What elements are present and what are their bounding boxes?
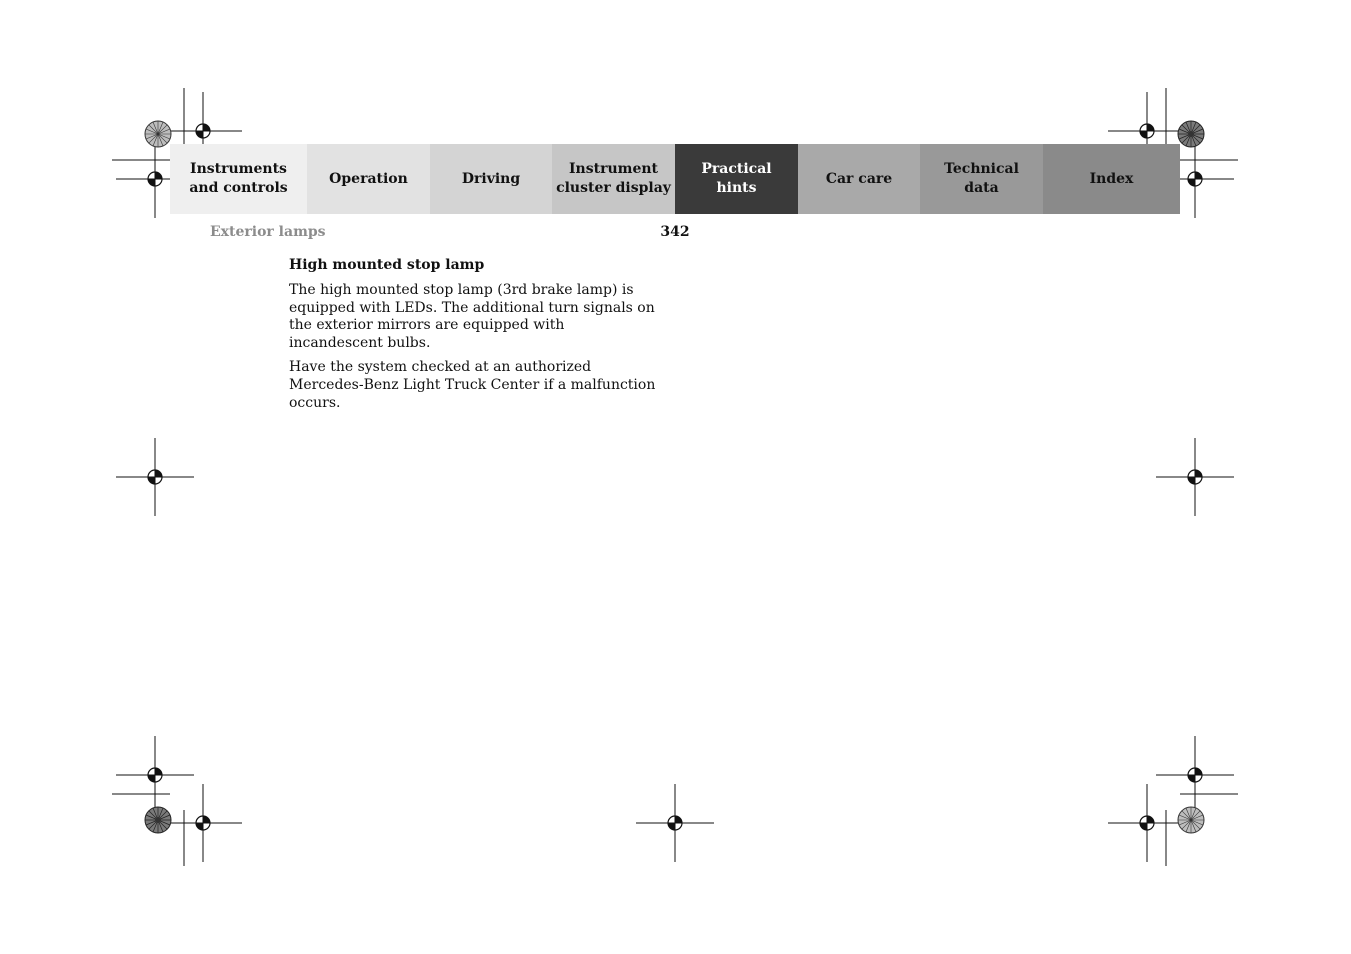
registration-mark-icon — [636, 784, 714, 862]
registration-mark-icon — [116, 438, 194, 516]
color-wheel-icon — [145, 121, 171, 147]
main-content — [289, 256, 661, 419]
tab-index[interactable] — [1043, 144, 1180, 214]
registration-mark-icon — [1156, 736, 1234, 814]
tab-label: Practical hints — [701, 161, 772, 196]
tab-instrument-cluster-display[interactable] — [552, 144, 675, 214]
registration-mark-icon — [164, 784, 242, 862]
page-number: 342 — [660, 224, 690, 240]
tab-label: Instrument cluster display — [556, 161, 671, 196]
tab-operation[interactable] — [307, 144, 430, 214]
tab-label: Technical data — [944, 161, 1019, 196]
tab-label: Car care — [825, 170, 893, 187]
color-wheel-icon — [145, 807, 171, 833]
tab-car-care[interactable] — [798, 144, 920, 214]
content-heading: High mounted stop lamp — [289, 257, 485, 273]
tab-label: Index — [1089, 170, 1134, 187]
content-paragraph: The high mounted stop lamp (3rd brake lamp) is equipped with LEDs. The additional turn signals on the exterior mirrors are equipped with incandescent bulbs. — [289, 282, 655, 351]
tab-practical-hints[interactable] — [675, 144, 798, 214]
tab-instruments-and-controls[interactable] — [170, 144, 307, 214]
section-title: Exterior lamps — [210, 224, 326, 240]
tab-label: Instruments and controls — [189, 161, 288, 196]
content-paragraph: Have the system checked at an authorized Mercedes-Benz Light Truck Center if a malfunction occurs. — [289, 359, 656, 411]
tab-driving[interactable] — [430, 144, 552, 214]
tab-technical-data[interactable] — [920, 144, 1043, 214]
registration-mark-icon — [116, 736, 194, 814]
color-wheel-icon — [1178, 121, 1204, 147]
tab-label: Driving — [461, 170, 521, 187]
color-wheel-icon — [1178, 807, 1204, 833]
registration-mark-icon — [1108, 784, 1186, 862]
tab-label: Operation — [329, 170, 408, 187]
chapter-tabs — [170, 144, 1180, 214]
registration-mark-icon — [1156, 438, 1234, 516]
